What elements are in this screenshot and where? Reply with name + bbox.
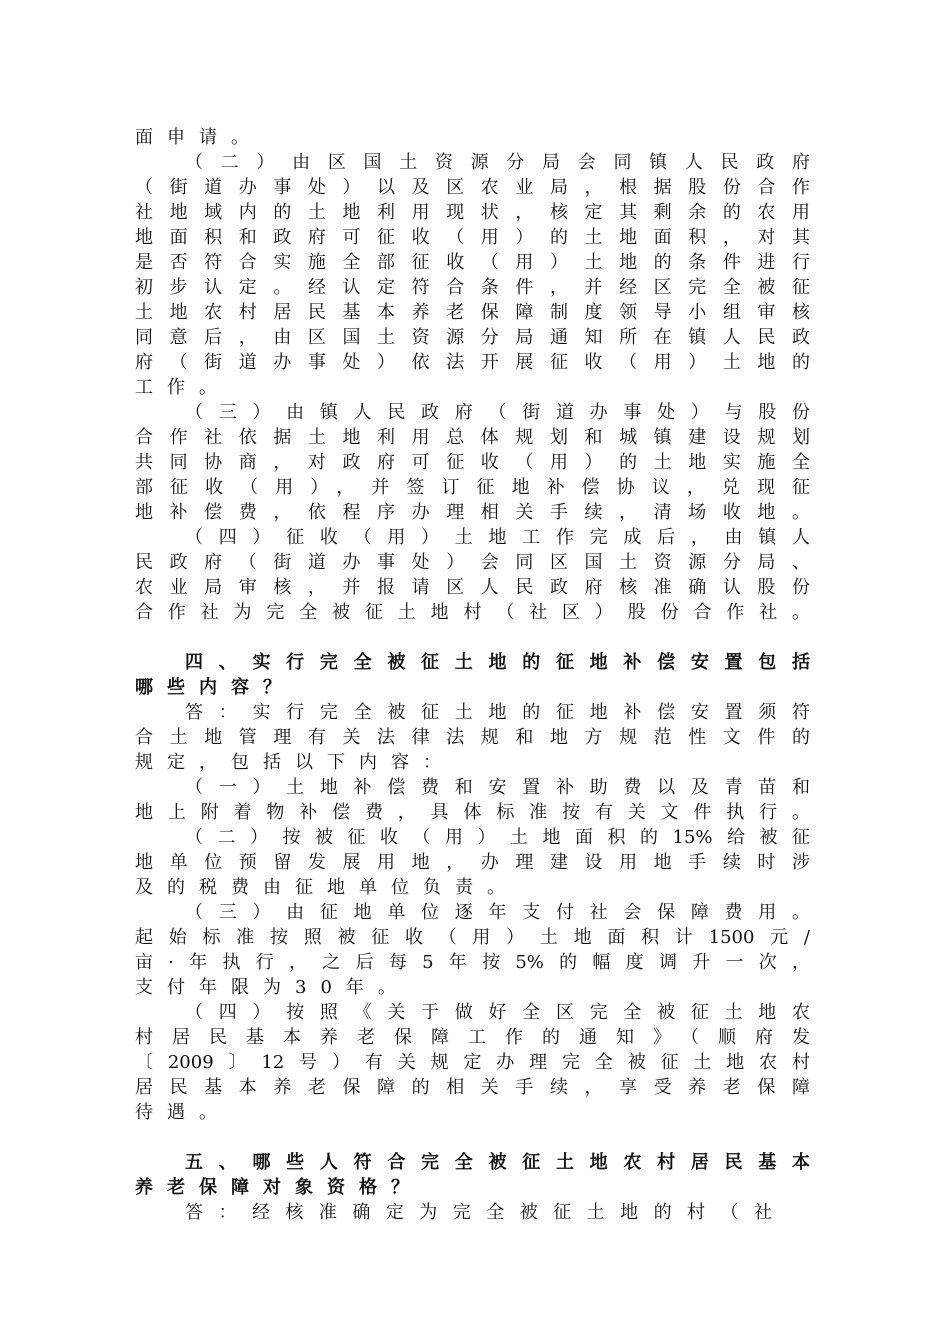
answer-line: 答：经核准确定为完全被征土地的村（社 (185, 1202, 772, 1223)
text-line: 及的税费由征地单位负责。 (135, 877, 519, 898)
text-line: 地面积和政府可征收（用）的土地面积，对其 (135, 227, 810, 248)
paragraph-heading: （三）由镇人民政府（街道办事处）与股份 (185, 402, 810, 423)
section-heading: 四、实行完全被征土地的征地补偿安置包括 (185, 652, 810, 673)
text-line: 农业局审核，并报请区人民政府核准确认股份 (135, 577, 810, 598)
text-line: 居民基本养老保障的相关手续，享受养老保障 (135, 1077, 810, 1098)
text-line: 合土地管理有关法律法规和地方规范性文件的 (135, 727, 810, 748)
paragraph-heading: （二）按被征收（用）土地面积的15%给被征 (185, 827, 810, 848)
section-heading: 五、哪些人符合完全被征土地农村居民基本 (185, 1152, 810, 1173)
text-line: 地上附着物补偿费，具体标准按有关文件执行。 (135, 802, 810, 823)
paragraph-heading: （一）土地补偿费和安置补助费以及青苗和 (185, 777, 810, 798)
paragraph-heading: （二）由区国土资源分局会同镇人民政府 (185, 152, 810, 173)
text-line: 民政府（街道办事处）会同区国土资源分局、 (135, 552, 810, 573)
text-line: 合作社依据土地利用总体规划和城镇建设规划 (135, 427, 810, 448)
text-line: 村居民基本养老保障工作的通知》（顺府发 (135, 1027, 810, 1048)
paragraph-heading: （四）征收（用）土地工作完成后，由镇人 (185, 527, 810, 548)
text-line: （街道办事处）以及区农业局，根据股份合作 (135, 177, 810, 198)
text-line: 待遇。 (135, 1102, 231, 1123)
section-heading: 哪些内容？ (135, 677, 295, 698)
text-line: 工作。 (135, 377, 231, 398)
text-line: 起始标准按照被征收（用）土地面积计1500元/ (135, 927, 810, 948)
text-line: 部征收（用），并签订征地补偿协议，兑现征 (135, 477, 810, 498)
text-line: 地补偿费，依程序办理相关手续，清场收地。 (135, 502, 810, 523)
text-line: 府（街道办事处）依法开展征收（用）土地的 (135, 352, 810, 373)
text-line: 社地域内的土地利用现状，核定其剩余的农用 (135, 202, 810, 223)
text-line: 亩·年执行，之后每5年按5%的幅度调升一次， (135, 952, 810, 973)
answer-line: 答：实行完全被征土地的征地补偿安置须符 (185, 702, 810, 723)
text-line: 是否符合实施全部征收（用）土地的条件进行 (135, 252, 810, 273)
text-line: 地单位预留发展用地，办理建设用地手续时涉 (135, 852, 810, 873)
text-line: 土地农村居民基本养老保障制度领导小组审核 (135, 302, 810, 323)
text-line: 初步认定。经认定符合条件，并经区完全被征 (135, 277, 810, 298)
text-line: 〔2009〕12号）有关规定办理完全被征土地农村 (135, 1052, 810, 1073)
section-heading: 养老保障对象资格？ (135, 1177, 423, 1198)
text-line: 支付年限为30年。 (135, 977, 410, 998)
text-line: 共同协商，对政府可征收（用）的土地实施全 (135, 452, 810, 473)
text-line: 面申请。 (135, 127, 263, 148)
text-line: 合作社为完全被征土地村（社区）股份合作社。 (135, 602, 810, 623)
text-line: 规定，包括以下内容： (135, 752, 455, 773)
text-line: 同意后，由区国土资源分局通知所在镇人民政 (135, 327, 810, 348)
paragraph-heading: （三）由征地单位逐年支付社会保障费用。 (185, 902, 810, 923)
paragraph-heading: （四）按照《关于做好全区完全被征土地农 (185, 1002, 810, 1023)
